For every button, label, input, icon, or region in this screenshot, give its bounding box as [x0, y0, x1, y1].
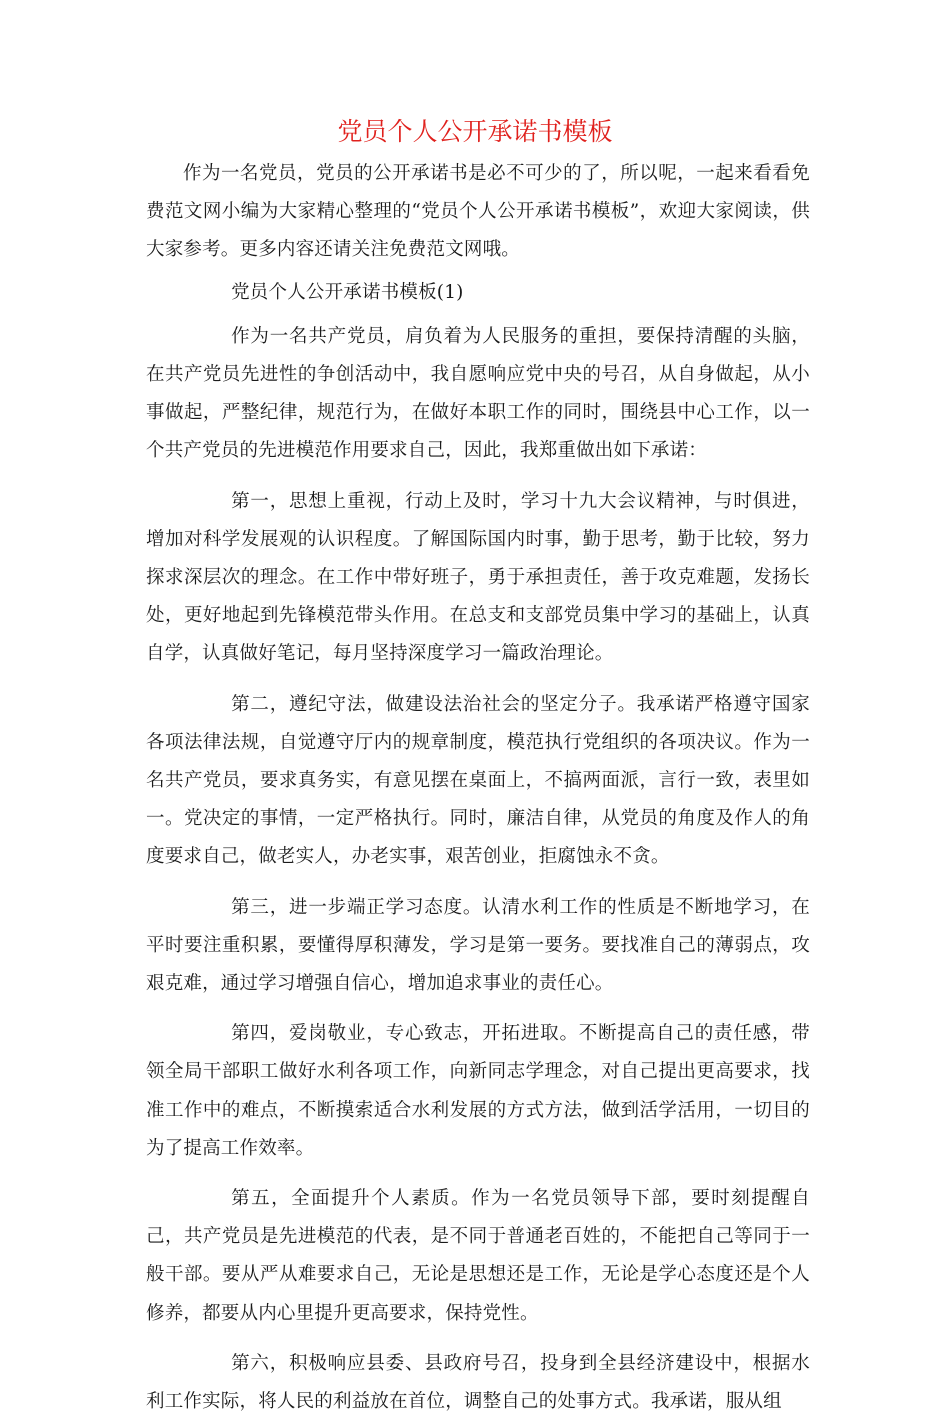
promise-paragraph-5: 第五，全面提升个人素质。作为一名党员领导下部，要时刻提醒自己，共产党员是先进模范的代表，是不同于普通老百姓的，不能把自己等同于一般干部。要从严从难要求自己，无论是思想还是工作，无论是学心态度还是个人修养，都要从内心里提升更高要求，保持党性。: [146, 1188, 810, 1324]
promise-paragraph-2: 第二，遵纪守法，做建设法治社会的坚定分子。我承诺严格遵守国家各项法律法规，自觉遵守厅内的规章制度，模范执行党组织的各项决议。作为一名共产党员，要求真务实，有意见摆在桌面上，不搞两面派，言行一致，表里如一。党决定的事情，一定严格执行。同时，廉洁自律，从党员的角度及作人的角度要求自己，做老实人，办老实事，艰苦创业，拒腐蚀永不贪。: [146, 693, 810, 868]
promise-paragraph-6: 第六，积极响应县委、县政府号召，投身到全县经济建设中，根据水利工作实际，将人民的利益放在首位，调整自己的处事方式。我承诺，服从组: [146, 1352, 810, 1413]
section-heading: 党员个人公开承诺书模板(1): [231, 281, 464, 303]
document-title: 党员个人公开承诺书模板: [337, 117, 613, 146]
promise-paragraph-1: 第一，思想上重视，行动上及时，学习十九大会议精神，与时俱进，增加对科学发展观的认识程度。了解国际国内时事，勤于思考，勤于比较，努力探求深层次的理念。在工作中带好班子，勇于承担责任，善于攻克难题，发扬长处，更好地起到先锋模范带头作用。在总支和支部党员集中学习的基础上，认真自学，认真做好笔记，每月坚持深度学习一篇政治理论。: [146, 490, 810, 665]
promise-paragraph-3: 第三，进一步端正学习态度。认清水利工作的性质是不断地学习，在平时要注重积累，要懂得厚积薄发，学习是第一要务。要找准自己的薄弱点，攻艰克难，通过学习增强自信心，增加追求事业的责任心。: [146, 896, 810, 995]
promise-paragraph-4: 第四，爱岗敬业，专心致志，开拓进取。不断提高自己的责任感，带领全局干部职工做好水利各项工作，向新同志学理念，对自己提出更高要求，找准工作中的难点，不断摸索适合水利发展的方式方法，做到活学活用，一切目的为了提高工作效率。: [146, 1023, 810, 1159]
document-body: [146, 155, 810, 1421]
intro-paragraph: 作为一名党员，党员的公开承诺书是必不可少的了，所以呢，一起来看看免费范文网小编为大家精心整理的“党员个人公开承诺书模板”，欢迎大家阅读，供大家参考。更多内容还请关注免费范文网哦。: [146, 163, 810, 261]
preamble-paragraph: 作为一名共产党员，肩负着为人民服务的重担，要保持清醒的头脑，在共产党员先进性的争创活动中，我自愿响应党中央的号召，从自身做起，从小事做起，严整纪律，规范行为，在做好本职工作的同时，围绕县中心工作，以一个共产党员的先进模范作用要求自己，因此，我郑重做出如下承诺：: [146, 325, 810, 462]
